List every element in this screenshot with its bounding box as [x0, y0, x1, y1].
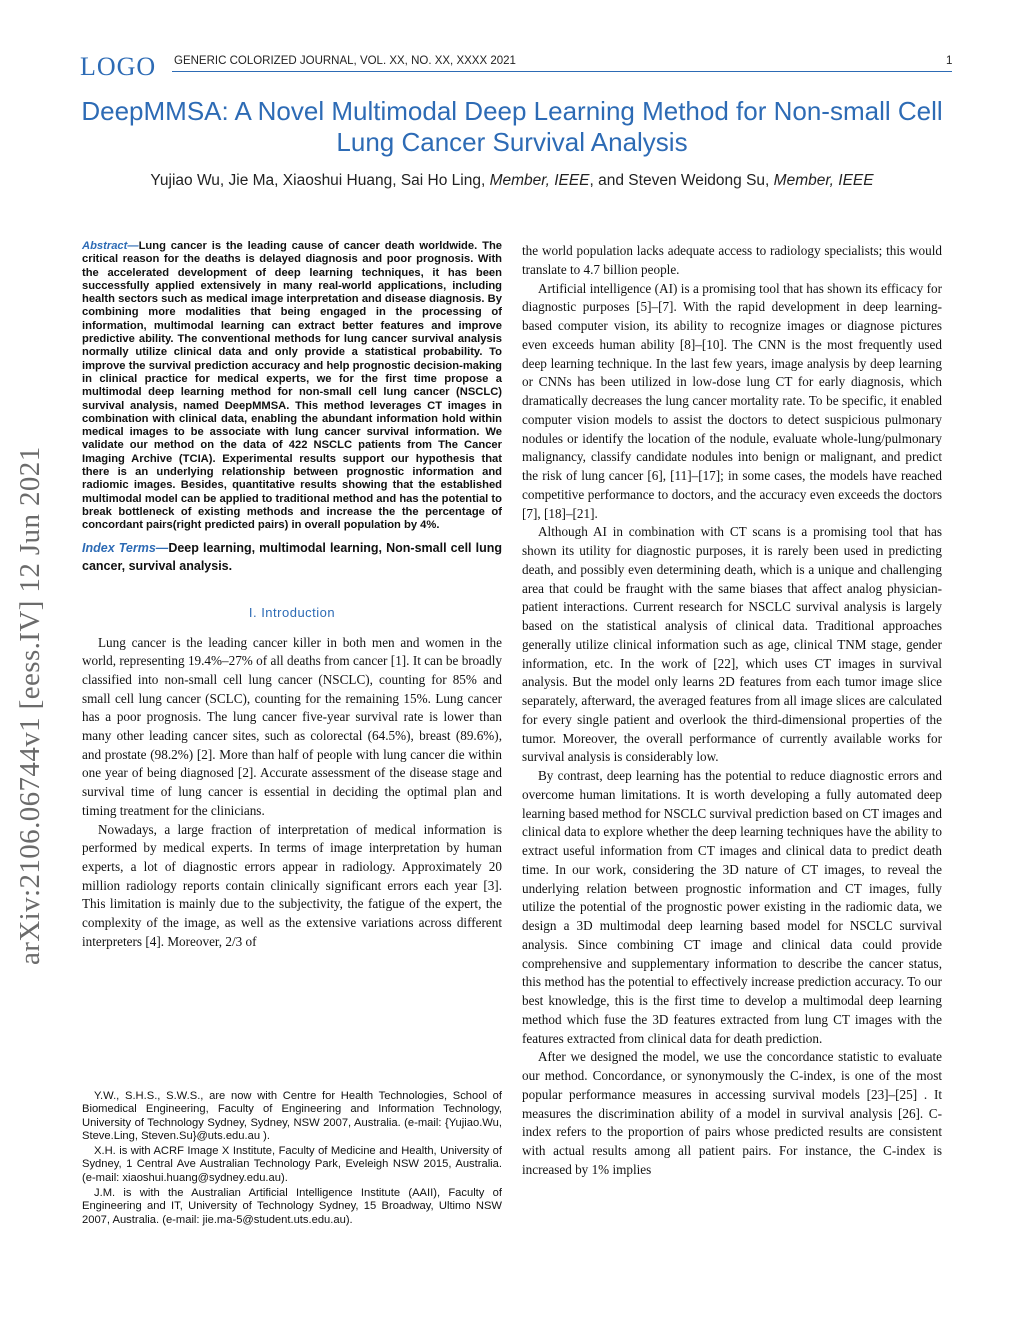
abstract — [82, 240, 502, 533]
section-heading: I. Introduction — [248, 604, 336, 620]
intro-paragraph-1: Lung cancer is the leading cancer killer in both men and women in the world, representing 19.4%–27% of all deaths from cancer [1]. It can be broadly classified into non-small cell lung cancer (NSCLC), counting for 85% and small cell lung cancer (SCLC), counting for the remaining 15%. Lung cancer has a poor prognosis. The lung cancer five-year survival rate is lower than many other leading cancer sites, such as colorectal (64.5%), breast (89.6%), and prostate (98.2%) [2]. More than half of people with lung cancer die within one year of being diagnosed [2]. Accurate assessment of the disease stage and survival time of lung cancer is essential in deciding the optimal plan and timing treatment for the clinicians. — [82, 634, 502, 818]
arxiv-stamp: arXiv:2106.06744v1 [eess.IV] 12 Jun 2021 — [14, 446, 46, 965]
intro-paragraph-2: Nowadays, a large fraction of interpretation of medical information is performed by medical experts. In terms of image interpretation by human experts, a lot of diagnostic errors appear in radiology. Approximately 20 million radiology reports contain clinically significant errors each year [3]. This limitation is mainly due to the subjectivity, the fatigue of the expert, the complexity of the image, as well as the extensive variations across different interpreters [4]. Moreover, 2/3 of — [82, 821, 502, 949]
paper-title: DeepMMSA: A Novel Multimodal Deep Learning Method for Non-small Cell Lung Cancer Survival Analysis — [81, 96, 943, 157]
author-list — [60, 172, 964, 190]
right-paragraph-5: After we designed the model, we use the concordance statistic to evaluate our method. Concordance, or synonymously the C-index, is one of the most popular performance measures in accessing survival models [23]–[25] . It measures the discrimination ability of a model in survival analysis [26]. C-index refers to the proportion of pairs whose predicted results are consistent with actual results among all patient pairs. For instance, the C-index is increased by 1% implies — [522, 1049, 942, 1177]
footnote-2: X.H. is with ACRF Image X Institute, Faculty of Medicine and Health, University of Sydney, 1 Central Ave Australian Technology Park, Eveleigh NSW 2015, Australia. (e-mail: xiaoshui.huang@sydney.edu.au). — [82, 1145, 502, 1184]
author-membership-1: Member, IEEE — [489, 172, 590, 189]
right-paragraph-2: Artificial intelligence (AI) is a promising tool that has shown its efficacy for diagnostic purposes [5]–[7]. With the rapid development in deep learning-based computer vision, its ability to recognize images or diagnose pictures even exceeds human ability [8]–[10]. The CNN is the most frequently used deep learning technique. In the last few years, image analysis by deep learning or CNNs has been utilized in low-dose lung CT for early diagnosis, which dramatically decreases the lung cancer mortality rate. To be specific, it enabled computer vision models to assist the doctors to detect suspicious pulmonary nodules or identify the location of the nodule, evaluate whole-lung/pulmonary malignancy, classify candidate nodules into benign or malignant, and predict the risk of lung cancer [6], [11]–[17]; in some cases, the models have reached competitive performance to doctors, and the accuracy even exceeds the doctors [7], [18]–[21]. — [522, 280, 942, 521]
index-terms — [82, 539, 502, 575]
header-rule — [172, 71, 952, 72]
abstract-text: Lung cancer is the leading cause of cancer death worldwide. The critical reason for the deaths is delayed diagnosis and poor prognosis. With the accelerated development of deep learning techniques, it has been successfully applied extensively in many real-world applications, including health sectors such as medical image interpretation and disease diagnosis. By combining more modalities that being engaged in the processing of information, multimodal learning can extract better features and improve predictive ability. The conventional methods for lung cancer survival analysis normally utilize clinical data and only provide a statistical probability. To improve the survival prediction accuracy and help prognostic decision-making in clinical practice for medical experts, we for the first time propose a multimodal deep learning method for non-small cell lung cancer (NSCLC) survival analysis, named DeepMMSA. This method leverages CT images in combination with clinical data, enabling the abundant information hold within medical images to be associate with lung cancer survival information. We validate our method on the data of 422 NSCLC patients from The Cancer Imaging Archive (TCIA). Experimental results support our hypothesis that there is an underlying relationship between prognostic information and radiomic images. Besides, quantitative results showing that the established multimodal model can be applied to traditional method and has the potential to break bottleneck of existing methods and increase the the percentage of concordant pairs(right predicted pairs) in overall population by 4%. — [82, 240, 502, 532]
author-membership-2: Member, IEEE — [773, 172, 874, 189]
index-terms-text: Deep learning, multimodal learning, Non-small cell lung cancer, survival analysis. — [82, 540, 502, 573]
index-terms-label: Index Terms— — [82, 540, 169, 555]
abstract-label: Abstract— — [82, 240, 139, 252]
journal-header: GENERIC COLORIZED JOURNAL, VOL. XX, NO. XX, XXXX 2021 — [174, 55, 516, 67]
page-number: 1 — [946, 55, 953, 67]
right-paragraph-3: Although AI in combination with CT scans is a promising tool that has shown its utility for diagnostic purposes, it is rarely been used in predicting death, and possibly even determining death, which is a unique and challenging area that could be fraught with the same biases that affect analog physician-patient interactions. Current research for NSCLC survival analysis is largely based on the statistical analysis of clinical data. Traditional approaches generally utilize clinical information such as age, clinical TNM stage, gender information, etc. In the work of [22], which uses CT images in survival analysis. But the model only learns 2D features from each tumor image slice separately, afterward, the averaged features from all image slices are calculated for every single patient and overlook the third-dimensional properties of the tumor. Moreover, the overall performance of currently available works for survival analysis is considerably low. — [522, 524, 942, 765]
journal-logo: LOGO — [80, 52, 157, 81]
footnote-1: Y.W., S.H.S., S.W.S., are now with Centre for Health Technologies, School of Biomedical Engineering, Faculty of Engineering and Information Technology, University of Technology Sydney, Sydney, NSW 2007, Australia. (e-mail: {Yujiao.Wu, Steve.Ling, Steven.Su}@uts.edu.au ). — [82, 1090, 502, 1142]
authors-part1: Yujiao Wu, Jie Ma, Xiaoshui Huang, Sai Ho Ling, — [150, 172, 490, 189]
right-paragraph-1: the world population lacks adequate access to radiology specialists; this would translate to 4.7 billion people. — [522, 243, 942, 277]
author-footnotes — [82, 1090, 502, 1229]
right-paragraph-4: By contrast, deep learning has the potential to reduce diagnostic errors and overcome human limitations. It is worth developing a fully automated deep learning based method for NSCLC survival prediction based on CT images and clinical data to explore whether the deep learning techniques have the ability to extract useful information from CT images and clinical data to predict death time. In our work, considering the 3D nature of CT images, to reveal the underlying relation between prognostic information and CT images, fully utilize the potential of the prognostic power existing in the radiomic data, we design a 3D multimodal deep learning based model for NSCLC survival analysis. Since combining CT image and clinical data could provide comprehensive and supplementary information to describe the cancer status, this method has the potential to effectively increase prediction accuracy. To our best knowledge, this is the first time to develop a multimodal deep learning method which fuse the 3D features extracted from lung CT images with the features extracted from clinical data for death prediction. — [522, 768, 942, 1046]
right-column — [522, 242, 942, 1180]
footnote-3: J.M. is with the Australian Artificial Intelligence Institute (AAII), Faculty of Engineering and IT, University of Technology Sydney, 15 Broadway, Ultimo NSW 2007, Australia. (e-mail: jie.ma-5@student.uts.edu.au). — [82, 1187, 502, 1226]
left-column — [82, 240, 502, 951]
authors-part2: , and Steven Weidong Su, — [589, 172, 774, 189]
